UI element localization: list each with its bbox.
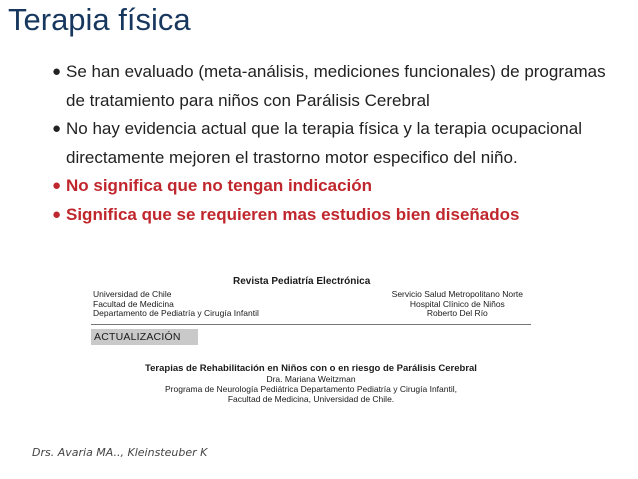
bullet-text: No hay evidencia actual que la terapia física y la terapia ocupacional directamente mejoren el trastorno motor especifico del niño.: [66, 119, 582, 167]
bullet-text: Se han evaluado (meta-análisis, mediciones funcionales) de programas de tratamiento para niños con Parálisis Cerebral: [66, 62, 606, 110]
affiliation-line: Facultad de Medicina: [93, 298, 174, 309]
left-affiliation: [93, 290, 259, 319]
author-line: Facultad de Medicina, Universidad de Chile.: [227, 394, 395, 404]
affiliation-line: Servicio Salud Metropolitano Norte: [391, 289, 523, 299]
footer-credit: Drs. Avaria MA.., Kleinsteuber K: [32, 446, 208, 459]
bullet-item: [52, 115, 612, 172]
affiliation-line: Departamento de Pediatría y Cirugía Infantil: [93, 308, 259, 318]
bullet-item-emphasis: [52, 172, 612, 201]
author-line: Dra. Mariana Weitzman: [266, 374, 356, 384]
bullet-dot-icon: ●: [52, 63, 62, 80]
bullet-item: [52, 58, 612, 115]
journal-name: Revista Pediatría Electrónica: [233, 276, 371, 287]
affiliation-line: Hospital Clínico de Niños: [409, 298, 505, 309]
bullet-dot-icon: ●: [52, 205, 62, 223]
article-title: Terapias de Rehabilitación en Niños con o en riesgo de Parálisis Cerebral: [145, 363, 477, 374]
section-label: ACTUALIZACIÓN: [91, 329, 198, 345]
bullet-text: No significa que no tengan indicación: [66, 176, 373, 195]
bullet-list: [52, 58, 612, 256]
slide-title: Terapia física: [8, 2, 191, 37]
affiliation-line: Roberto Del Río: [426, 308, 488, 318]
article-authors: [111, 374, 511, 404]
bullet-item-emphasis: [52, 201, 612, 230]
bullet-dot-icon: ●: [52, 120, 62, 137]
divider: [91, 324, 531, 325]
author-line: Programa de Neurología Pediátrica Departamento Pediatría y Cirugía Infantil,: [165, 384, 457, 394]
right-affiliation: [392, 290, 523, 319]
bullet-text: Significa que se requieren mas estudios bien diseñados: [66, 204, 520, 224]
affiliation-line: Universidad de Chile: [93, 289, 172, 299]
bullet-dot-icon: ●: [52, 177, 62, 194]
article-header-image: [83, 268, 543, 414]
